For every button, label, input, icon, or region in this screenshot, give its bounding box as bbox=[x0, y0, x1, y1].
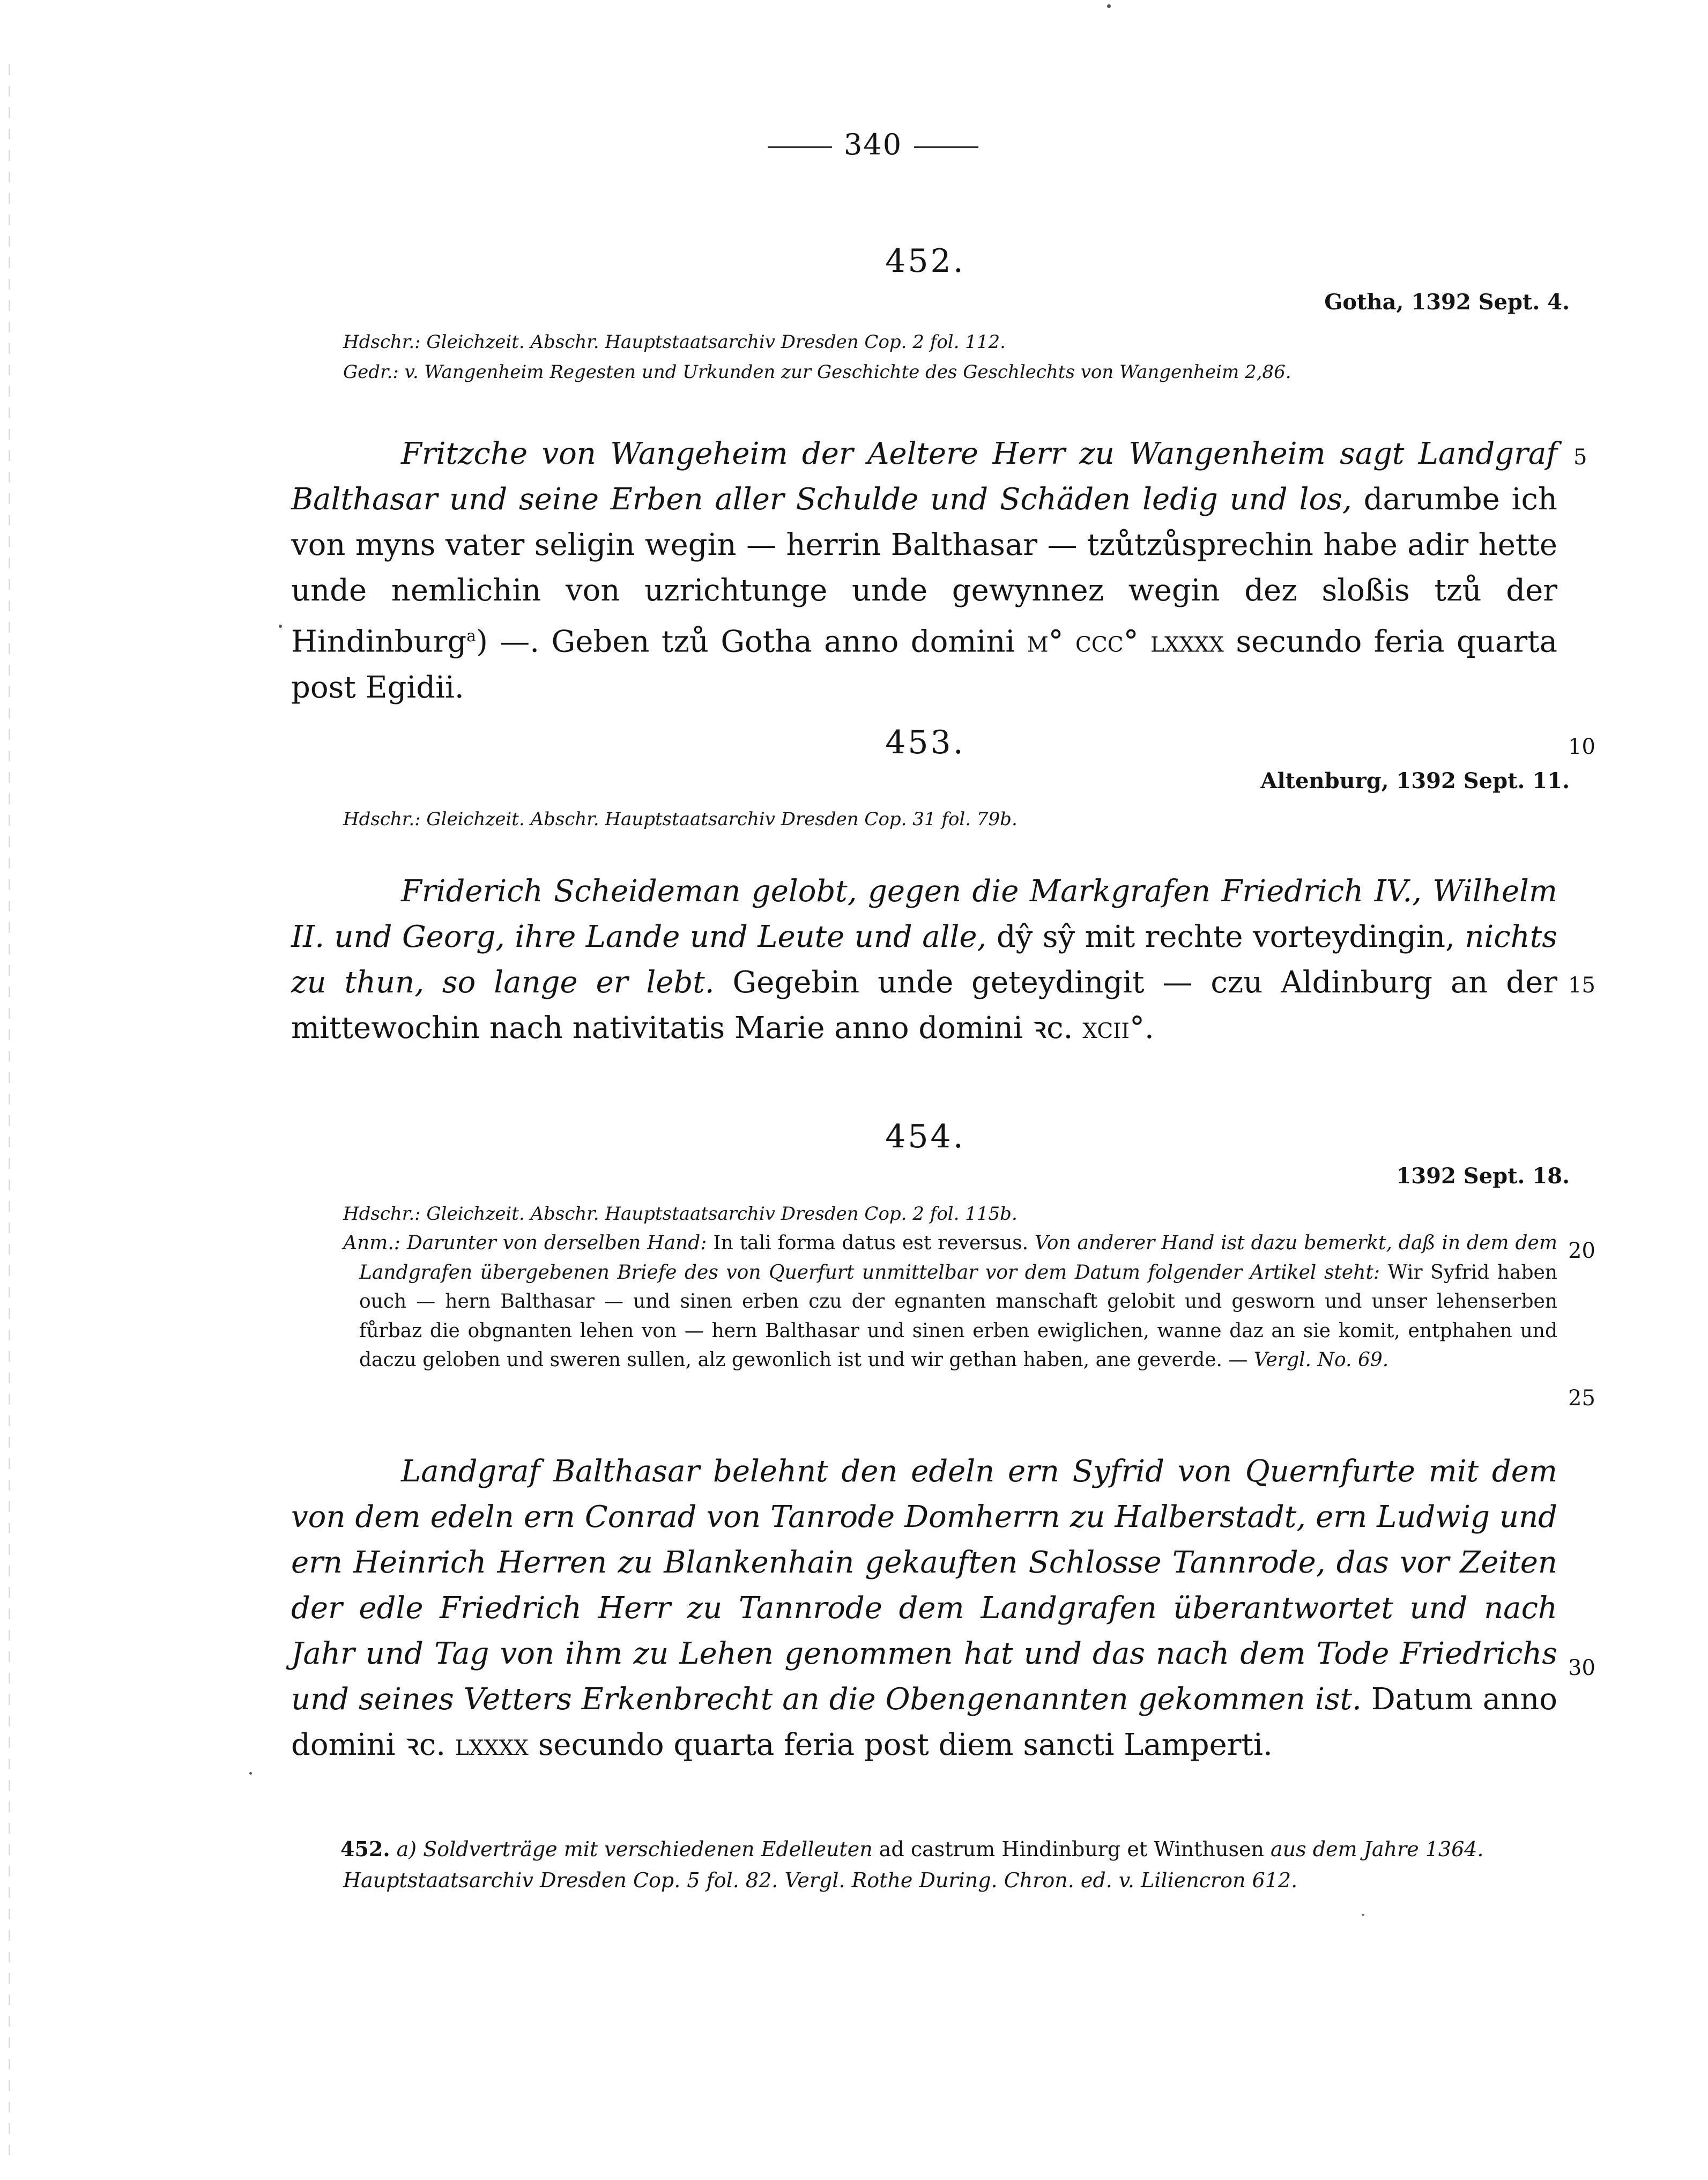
meta-label: Gedr.: bbox=[343, 361, 399, 383]
footnote-text: Soldverträge mit verschiedenen Edelleuten bbox=[423, 1837, 873, 1861]
header-rule-left bbox=[768, 146, 832, 148]
document-text: secundo quarta feria post diem sancti Lamperti. bbox=[538, 1727, 1273, 1762]
cross-reference: Vergl. No. 69. bbox=[1253, 1349, 1389, 1371]
document-text: Datum anno domini bbox=[291, 1682, 1557, 1762]
footnote-ref: a bbox=[466, 627, 477, 646]
meta-label: Hdschr.: bbox=[343, 331, 421, 353]
footnote-doc-ref: 452. bbox=[340, 1837, 390, 1861]
anm-quote: In tali forma datus est reversus. bbox=[713, 1232, 1029, 1254]
document-date-453: Altenburg, 1392 Sept. 11. bbox=[1260, 768, 1570, 794]
document-text: Gegebin unde geteydingit — czu Aldinburg an der mittewochin nach nativitatis Marie anno domini bbox=[291, 965, 1557, 1045]
document-number-452: 452. bbox=[885, 242, 966, 280]
document-text: dŷ sŷ mit rechte vorteydingin, bbox=[996, 920, 1455, 954]
anm-note: Von anderer Hand ist dazu bemerkt, daß in dem dem Landgrafen übergebenen Briefe des von Querfurt unmittelbar vor dem Datum folgender Artikel steht: bbox=[359, 1232, 1557, 1284]
print-note-452 bbox=[343, 361, 1291, 383]
line-number-25: 25 bbox=[1568, 1386, 1595, 1411]
document-body-452 bbox=[291, 431, 1557, 710]
scan-speck bbox=[249, 1772, 252, 1775]
document-text: secundo feria quarta post Egidii. bbox=[291, 624, 1557, 705]
line-number-10: 10 bbox=[1568, 735, 1595, 759]
document-date-454: 1392 Sept. 18. bbox=[1396, 1163, 1570, 1189]
etc-sign: ꝛc. bbox=[405, 1727, 446, 1762]
page-number-text: 340 bbox=[844, 128, 903, 161]
document-number-454: 454. bbox=[885, 1118, 966, 1155]
scan-speck bbox=[1107, 4, 1111, 8]
scan-edge bbox=[9, 64, 10, 2155]
year-roman: xcii° bbox=[1082, 1011, 1145, 1045]
line-number-5: 5 bbox=[1573, 445, 1587, 470]
document-number-453: 453. bbox=[885, 724, 966, 761]
summary: Fritzche von Wangeheim der Aeltere Herr zu Wangenheim sagt Landgraf Balthasar und seine Erben aller Schulde und Schäden ledig und los, bbox=[291, 436, 1557, 517]
document-body-453 bbox=[291, 869, 1557, 1051]
line-number-30: 30 bbox=[1568, 1656, 1595, 1680]
meta-label: Hdschr.: bbox=[343, 1203, 421, 1225]
footnote-452 bbox=[340, 1834, 1557, 1896]
footnote-text: aus dem Jahre 1364. Hauptstaatsarchiv Dresden Cop. 5 fol. 82. Vergl. Rothe During. Chron. ed. v. Liliencron 612. bbox=[343, 1837, 1484, 1892]
meta-text: Gleichzeit. Abschr. Hauptstaatsarchiv Dresden Cop. 2 fol. 115b. bbox=[426, 1203, 1018, 1225]
summary: Friderich Scheideman gelobt, gegen die Markgrafen Friedrich IV., Wilhelm II. und Georg, ihre Lande und Leute und alle, bbox=[291, 874, 1557, 954]
anm-note: Darunter von derselben Hand: bbox=[406, 1232, 707, 1254]
anm-label: Anm.: bbox=[343, 1232, 400, 1254]
summary: nichts zu thun, so lange er lebt. bbox=[291, 920, 1557, 1000]
manuscript-note-452 bbox=[343, 331, 1006, 353]
line-number-15: 15 bbox=[1568, 973, 1595, 998]
scan-speck bbox=[279, 625, 282, 628]
footnote-mark: a) bbox=[396, 1837, 417, 1861]
anm-quote: Wir Syfrid haben ouch — hern Balthasar — und sinen erben czu der egnanten manschaft gelobit und gesworn und unser lehenserben fůrbaz die obgnanten lehen von — hern Balthasar und sinen erben ewiglichen, wanne daz an sie komit, entphahen und daczu geloben und sweren sullen, alz gewonlich ist und wir gethan haben, ane geverde. — bbox=[359, 1261, 1557, 1371]
summary: Landgraf Balthasar belehnt den edeln ern Syfrid von Quernfurte mit dem von dem edeln ern Conrad von Tanrode Domherrn zu Halberstadt, ern Ludwig und ern Heinrich Herren zu Blankenhain gekauften Schlosse Tannrode, das vor Zeiten der edle Friedrich Herr zu Tannrode dem Landgrafen überantwortet und nach Jahr und Tag von ihm zu Lehen genommen hat und das nach dem Tode Friedrichs und seines Vetters Erkenbrecht an die Obengenannten gekommen ist. bbox=[291, 1454, 1557, 1717]
document-text: darumbe ich von myns vater seligin wegin — herrin Balthasar — tzůtzůsprechin habe adir hette unde nemlichin von uzrichtunge unde gewynnez wegin dez sloßis tzů der Hindinburg bbox=[291, 482, 1557, 659]
document-text: . bbox=[1144, 1011, 1154, 1045]
document-body-454 bbox=[291, 1449, 1557, 1768]
header-rule-right bbox=[914, 146, 978, 148]
year-roman: m° ccc° lxxxx bbox=[1027, 624, 1224, 659]
meta-text: Gleichzeit. Abschr. Hauptstaatsarchiv Dresden Cop. 31 fol. 79b. bbox=[426, 809, 1018, 830]
document-date-452: Gotha, 1392 Sept. 4. bbox=[1324, 290, 1570, 315]
meta-label: Hdschr.: bbox=[343, 809, 421, 830]
year-roman: lxxxx bbox=[455, 1727, 529, 1762]
meta-text: v. Wangenheim Regesten und Urkunden zur Geschichte des Geschlechts von Wangenheim 2,86. bbox=[404, 361, 1291, 383]
manuscript-note-454 bbox=[343, 1203, 1018, 1225]
etc-sign: ꝛc. bbox=[1032, 1011, 1073, 1045]
document-text: ) —. Geben tzů Gotha anno domini bbox=[476, 624, 1015, 659]
footnote-text: ad castrum Hindinburg et Winthusen bbox=[879, 1837, 1264, 1861]
annotation-454 bbox=[343, 1229, 1557, 1375]
meta-text: Gleichzeit. Abschr. Hauptstaatsarchiv Dresden Cop. 2 fol. 112. bbox=[426, 331, 1006, 353]
scan-speck bbox=[1362, 1914, 1364, 1916]
line-number-20: 20 bbox=[1568, 1239, 1595, 1263]
page-number bbox=[756, 128, 952, 161]
manuscript-note-453 bbox=[343, 809, 1018, 830]
